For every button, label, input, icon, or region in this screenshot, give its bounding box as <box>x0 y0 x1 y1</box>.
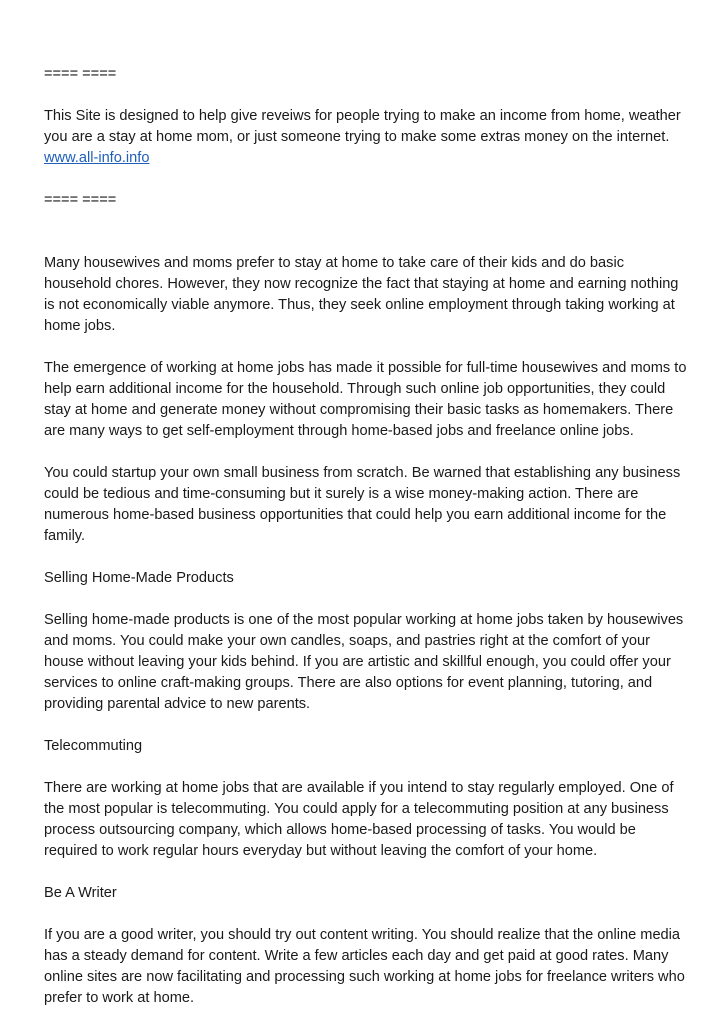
separator-bottom: ==== ==== <box>44 192 117 208</box>
paragraph-3: You could startup your own small business from scratch. Be warned that establishing any business could be tedious and time-consuming but it surely is a wise money-making action. There are numerous home-based business opportunities that could help you earn additional income for the family. <box>44 465 681 544</box>
spacer <box>44 337 692 358</box>
paragraph-1: Many housewives and moms prefer to stay at home to take care of their kids and do basic household chores. However, they now recognize the fact that staying at home and earning nothing is not economically viable anymore. Thus, they seek online employment through taking working at home jobs. <box>44 255 679 334</box>
paragraph-5: There are working at home jobs that are available if you intend to stay regularly employed. One of the most popular is telecommuting. You could apply for a telecommuting position at any business process outsourcing company, which allows home-based processing of tasks. You would be required to work regular hours everyday but without leaving the comfort of your home. <box>44 780 674 859</box>
spacer <box>44 862 692 883</box>
spacer <box>44 589 692 610</box>
spacer <box>44 211 692 253</box>
paragraph-6: If you are a good writer, you should try out content writing. You should realize that the online media has a steady demand for content. Write a few articles each day and get paid at good rates. Many online sites are now facilitating and processing such working at home jobs for freelance writers who prefer to work at home. <box>44 927 685 1006</box>
spacer <box>44 715 692 736</box>
document-page <box>44 64 692 1009</box>
spacer <box>44 904 692 925</box>
section-heading-telecommuting: Telecommuting <box>44 738 143 754</box>
spacer <box>44 757 692 778</box>
spacer <box>44 547 692 568</box>
spacer <box>44 85 692 106</box>
section-heading-selling: Selling Home-Made Products <box>44 570 234 586</box>
paragraph-4: Selling home-made products is one of the most popular working at home jobs taken by housewives and moms. You could make your own candles, soaps, and pastries right at the comfort of your house without leaving your kids behind. If you are artistic and skillful enough, you could offer your services to online craft-making groups. There are also options for event planning, tutoring, and providing parental advice to new parents. <box>44 612 684 712</box>
intro-paragraph: This Site is designed to help give reveiws for people trying to make an income from home, weather you are a stay at home mom, or just someone trying to make some extras money on the internet. <box>44 108 681 145</box>
spacer <box>44 442 692 463</box>
site-link[interactable]: www.all-info.info <box>44 150 150 166</box>
separator-top: ==== ==== <box>44 66 117 82</box>
section-heading-writer: Be A Writer <box>44 885 117 901</box>
paragraph-2: The emergence of working at home jobs has made it possible for full-time housewives and moms to help earn additional income for the household. Through such online job opportunities, they could stay at home and generate money without compromising their basic tasks as homemakers. There are many ways to get self-employment through home-based jobs and freelance online jobs. <box>44 360 687 439</box>
spacer <box>44 169 692 190</box>
